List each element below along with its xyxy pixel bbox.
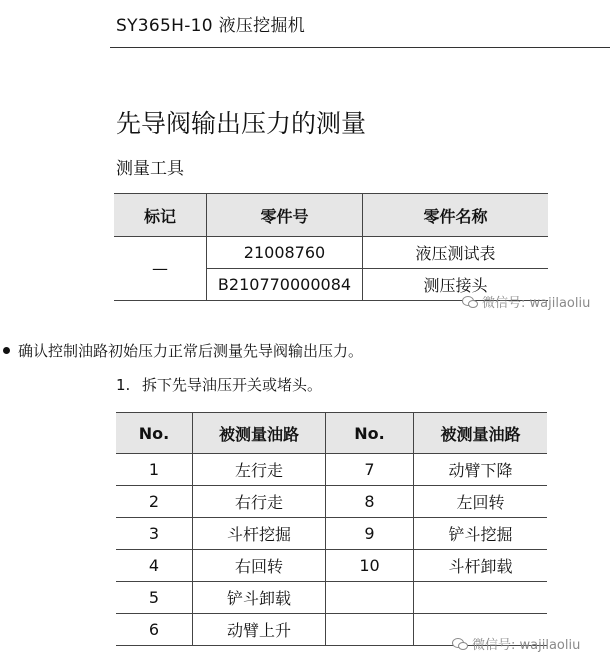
part-name-cell: 液压测试表 (363, 237, 549, 269)
wechat-icon (452, 638, 468, 650)
no-cell (326, 614, 414, 646)
no-cell: 10 (326, 550, 414, 582)
tools-label: 测量工具 (116, 159, 184, 179)
circuit-cell (414, 582, 548, 614)
table-row (116, 550, 547, 582)
watermark (452, 634, 580, 653)
circuit-table (116, 412, 547, 646)
circuit-header-row (116, 413, 547, 454)
table-row (116, 486, 547, 518)
circuit-cell: 铲斗卸载 (193, 582, 326, 614)
column-header-no: No. (326, 413, 414, 454)
circuit-cell: 斗杆卸载 (414, 550, 548, 582)
circuit-cell: 右行走 (193, 486, 326, 518)
tools-table (114, 193, 548, 301)
circuit-cell: 铲斗挖掘 (414, 518, 548, 550)
circuit-cell: 动臂下降 (414, 454, 548, 486)
watermark-text: 微信号: wajilaoliu (472, 638, 581, 653)
step-item (116, 374, 322, 395)
part-name-cell: 测压接头 (363, 269, 549, 301)
bullet-icon (3, 347, 10, 354)
column-header-part-no: 零件号 (207, 194, 363, 237)
no-cell: 1 (116, 454, 193, 486)
wechat-icon (462, 296, 478, 308)
watermark-text: 微信号: wajilaoliu (482, 296, 591, 311)
mark-cell: — (114, 237, 207, 301)
header-divider (110, 47, 610, 48)
circuit-cell: 左回转 (414, 486, 548, 518)
no-cell: 4 (116, 550, 193, 582)
no-cell: 7 (326, 454, 414, 486)
circuit-cell: 动臂上升 (193, 614, 326, 646)
table-row (116, 518, 547, 550)
tools-header-row (114, 194, 548, 237)
circuit-cell: 斗杆挖掘 (193, 518, 326, 550)
no-cell: 6 (116, 614, 193, 646)
table-row (116, 454, 547, 486)
column-header-circuit: 被测量油路 (414, 413, 548, 454)
section-title: 先导阀输出压力的测量 (116, 109, 367, 138)
no-cell: 9 (326, 518, 414, 550)
bullet-text: 确认控制油路初始压力正常后测量先导阀输出压力。 (18, 342, 364, 360)
no-cell: 2 (116, 486, 193, 518)
part-no-cell: 21008760 (207, 237, 363, 269)
watermark (462, 292, 590, 311)
no-cell: 5 (116, 582, 193, 614)
circuit-cell: 左行走 (193, 454, 326, 486)
step-number: 1. (116, 376, 131, 394)
table-row (114, 237, 548, 269)
part-no-cell: B210770000084 (207, 269, 363, 301)
column-header-mark: 标记 (114, 194, 207, 237)
column-header-part-name: 零件名称 (363, 194, 549, 237)
no-cell: 8 (326, 486, 414, 518)
no-cell: 3 (116, 518, 193, 550)
table-row (116, 582, 547, 614)
circuit-cell: 右回转 (193, 550, 326, 582)
instruction-bullet (0, 340, 363, 361)
step-text: 拆下先导油压开关或堵头。 (142, 376, 323, 394)
column-header-no: No. (116, 413, 193, 454)
column-header-circuit: 被测量油路 (193, 413, 326, 454)
header-title: SY365H-10 液压挖掘机 (116, 16, 306, 36)
no-cell (326, 582, 414, 614)
